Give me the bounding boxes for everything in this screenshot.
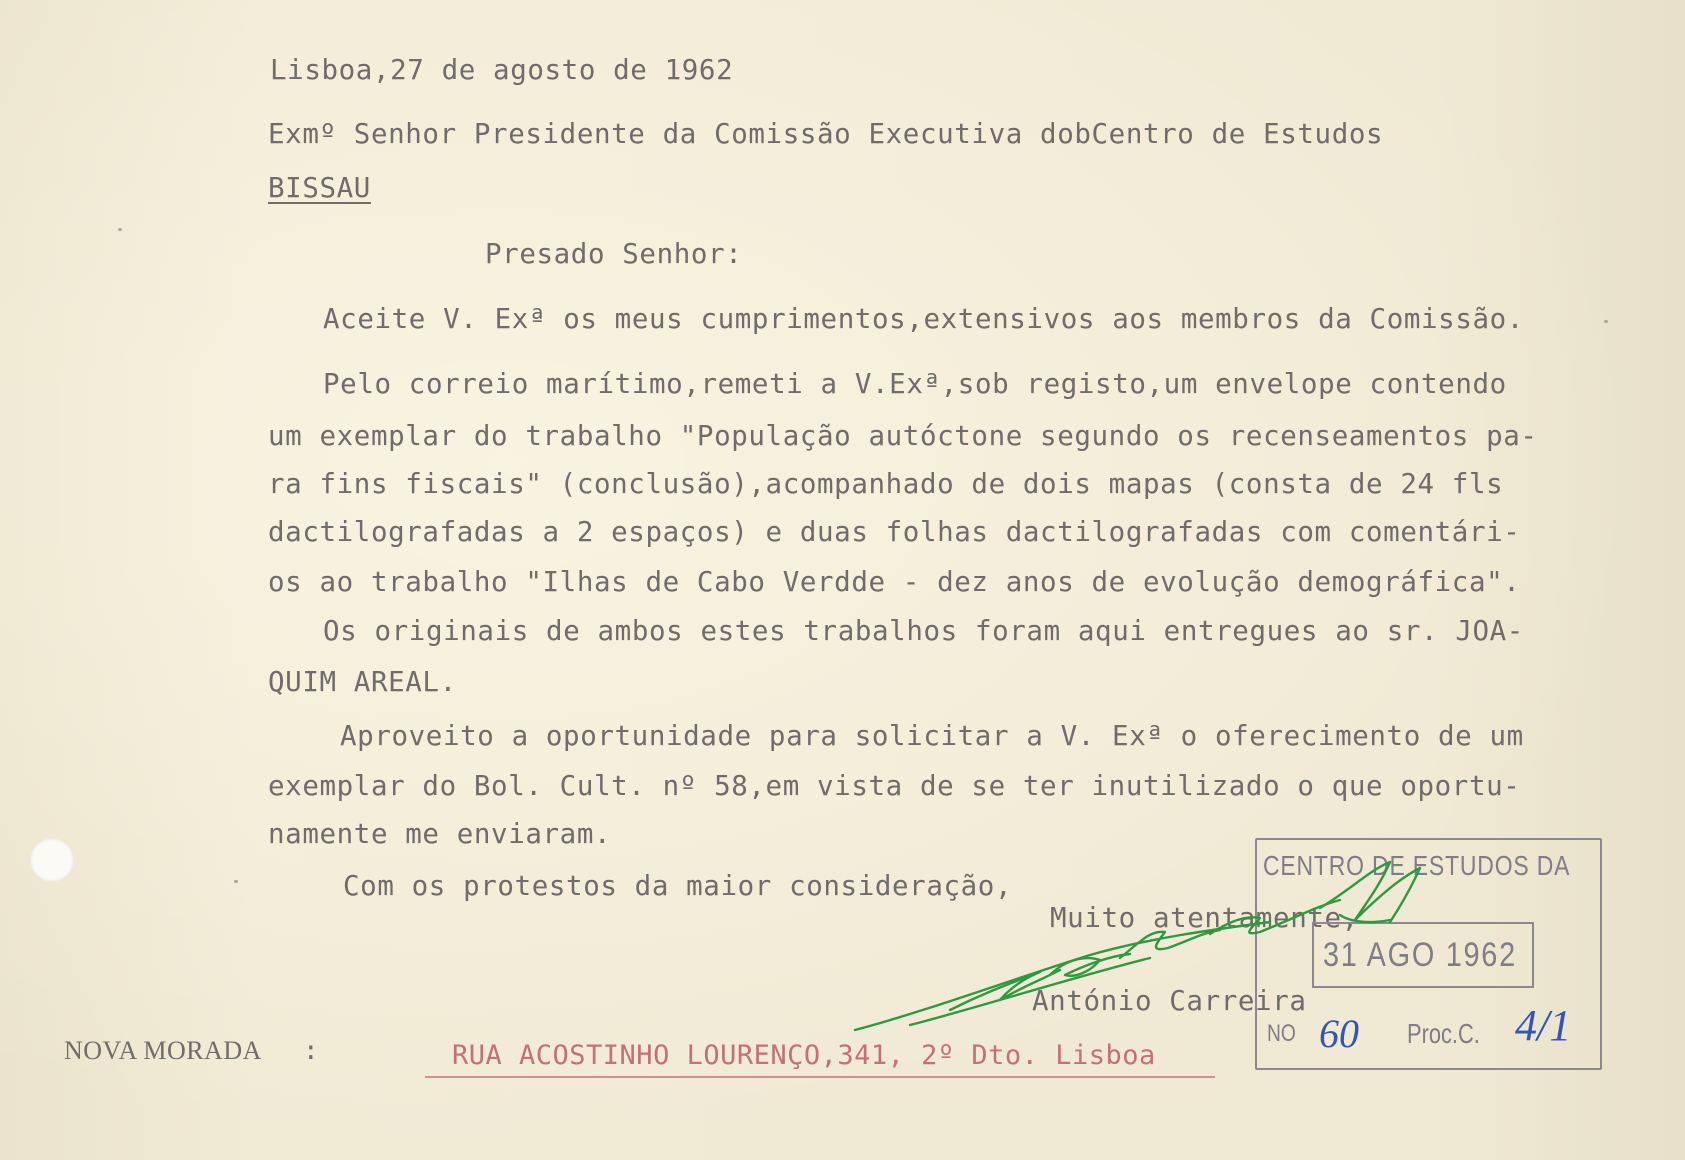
- address-underline: [425, 1076, 1215, 1078]
- paper-fleck: [1604, 320, 1608, 323]
- body-line: Aproveito a oportunidade para solicitar a V. Exª o oferecimento de um: [340, 720, 1524, 752]
- body-line: um exemplar do trabalho "População autóctone segundo os recenseamentos pa-: [268, 420, 1538, 452]
- body-line: exemplar do Bol. Cult. nº 58,em vista de se ter inutilizado o que oportu-: [268, 770, 1521, 802]
- punch-hole: [30, 838, 74, 882]
- salutation: Presado Senhor:: [485, 238, 743, 270]
- body-line: QUIM AREAL.: [268, 666, 457, 698]
- handwritten-signature: [850, 860, 1490, 1040]
- body-line: Aceite V. Exª os meus cumprimentos,extensivos aos membros da Comissão.: [323, 303, 1524, 335]
- stamp-date: 31 AGO 1962: [1323, 936, 1517, 974]
- stamp-number: 60: [1319, 1011, 1359, 1056]
- stamp-title: CENTRO DE ESTUDOS DA: [1263, 850, 1571, 881]
- paper-fleck: [118, 228, 122, 231]
- body-line: ra fins fiscais" (conclusão),acompanhado de dois mapas (consta de 24 fls: [268, 468, 1504, 500]
- stamp-proc-label: Proc.C.: [1407, 1018, 1480, 1049]
- paper-fleck: [234, 880, 238, 883]
- body-line: os ao trabalho "Ilhas de Cabo Verdde - dez anos de evolução demográfica".: [268, 566, 1521, 598]
- body-line: namente me enviaram.: [268, 818, 612, 850]
- new-address: RUA ACOSTINHO LOURENÇO,341, 2º Dto. Lisboa: [452, 1040, 1156, 1071]
- body-line: dactilografadas a 2 espaços) e duas folhas dactilografadas com comentári-: [268, 516, 1521, 548]
- nova-morada-label: NOVA MORADA: [64, 1036, 262, 1065]
- valediction: Muito atentamente,: [1050, 902, 1359, 934]
- date-line: Lisboa,27 de agosto de 1962: [270, 54, 734, 86]
- signer-name: António Carreira: [1032, 985, 1307, 1017]
- body-line: Os originais de ambos estes trabalhos foram aqui entregues ao sr. JOA-: [323, 615, 1524, 647]
- stamp-proc-number: 4/1: [1515, 1001, 1572, 1050]
- addressee-line: Exmº Senhor Presidente da Comissão Executiva dobCentro de Estudos: [268, 118, 1384, 150]
- body-line: Pelo correio marítimo,remeti a V.Exª,sob registo,um envelope contendo: [323, 368, 1507, 400]
- stamp-no-label: NO: [1267, 1020, 1296, 1047]
- closing-line: Com os protestos da maior consideração,: [343, 870, 1013, 902]
- morada-colon: :: [303, 1036, 319, 1066]
- city-line: BISSAU: [268, 172, 371, 204]
